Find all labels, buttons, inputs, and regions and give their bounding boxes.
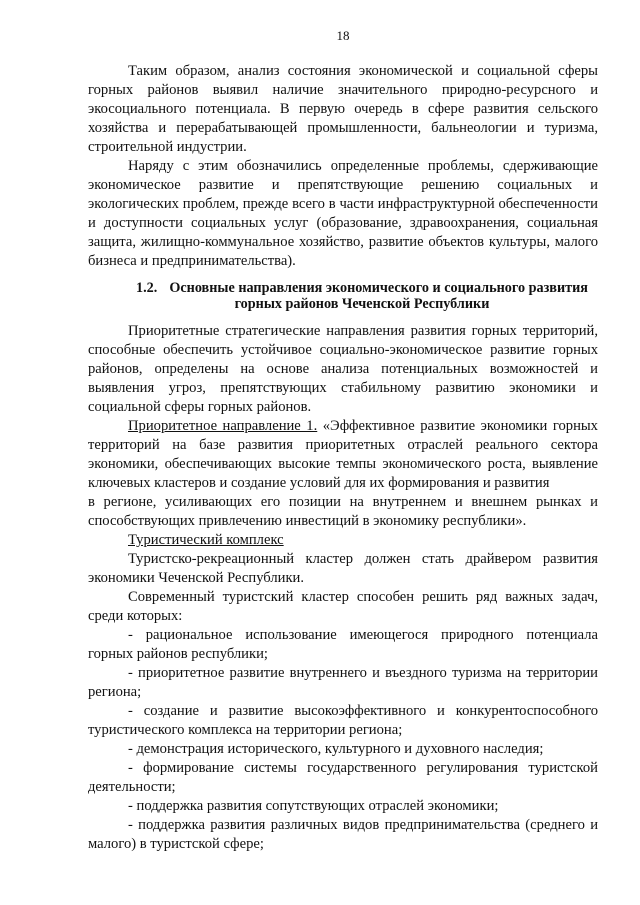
tourism-heading-text: Туристический комплекс: [128, 532, 284, 548]
list-item: - приоритетное развитие внутреннего и въездного туризма на территории региона;: [88, 665, 598, 700]
tourism-heading: [88, 531, 598, 550]
list-item: - поддержка развития различных видов предпринимательства (среднего и малого) в туристской сфере;: [88, 817, 598, 852]
list-item: - создание и развитие высокоэффективного и конкурентоспособного туристического комплекса на территории региона;: [88, 703, 598, 738]
list-item: - формирование системы государственного регулирования туристской деятельности;: [88, 760, 598, 795]
page-number: 18: [336, 28, 350, 43]
section-heading: [88, 280, 598, 312]
list-item: - рациональное использование имеющегося природного потенциала горных районов республики;: [88, 627, 598, 662]
priority-direction-text: «Эффективное развитие экономики горных территорий на базе развития приоритетных отраслей реального сектора экономики, обеспечивающих высокие темпы экономического роста, выявление ключевых кластеров и создание условий для их формирования и развития: [88, 418, 598, 491]
paragraph-strategic-directions: Приоритетные стратегические направления развития горных территорий, способные обеспечить устойчивое социально-экономическое развитие горных районов, определены на основе анализа потенциальных возможностей и выявления угроз, препятствующих стабильному развитию экономики и социальной сферы горных районов.: [88, 323, 598, 415]
section-number: 1.2.: [136, 280, 158, 296]
document-body: [88, 62, 598, 854]
paragraph-analysis-summary: Таким образом, анализ состояния экономической и социальной сферы горных районов выявил наличие значительного природно-ресурсного и экосоциального потенциала. В первую очередь в сфере развития сельского хозяйства и перерабатывающей промышленности, бальнеологии и туризма, строительной индустрии.: [88, 63, 598, 155]
paragraph-priority-direction-1: [88, 417, 598, 493]
list-item: - демонстрация исторического, культурного и духовного наследия;: [128, 741, 544, 757]
section-title: Основные направления экономического и социального развития горных районов Чеченской Республики: [169, 280, 588, 312]
paragraph-problems: Наряду с этим обозначились определенные проблемы, сдерживающие экономическое развитие и препятствующие решению социальных и экологических проблем, прежде всего в части инфраструктурной обеспеченности и доступности социальных услуг (образование, здравоохранения, социальная защита, жилищно-коммунальное хозяйство, развитие объектов культуры, малого бизнеса и предпринимательства).: [88, 158, 598, 269]
paragraph-tourism-tasks-intro: Современный туристский кластер способен решить ряд важных задач, среди которых:: [88, 589, 598, 624]
paragraph-priority-direction-continued: в регионе, усиливающих его позиции на внутреннем и внешнем рынках и способствующих привлечению инвестиций в экономику республики».: [88, 494, 598, 529]
priority-direction-label: Приоритетное направление 1.: [128, 418, 318, 434]
list-item: - поддержка развития сопутствующих отраслей экономики;: [128, 798, 499, 814]
paragraph-tourism-cluster: Туристско-рекреационный кластер должен стать драйвером развития экономики Чеченской Республики.: [88, 551, 598, 586]
